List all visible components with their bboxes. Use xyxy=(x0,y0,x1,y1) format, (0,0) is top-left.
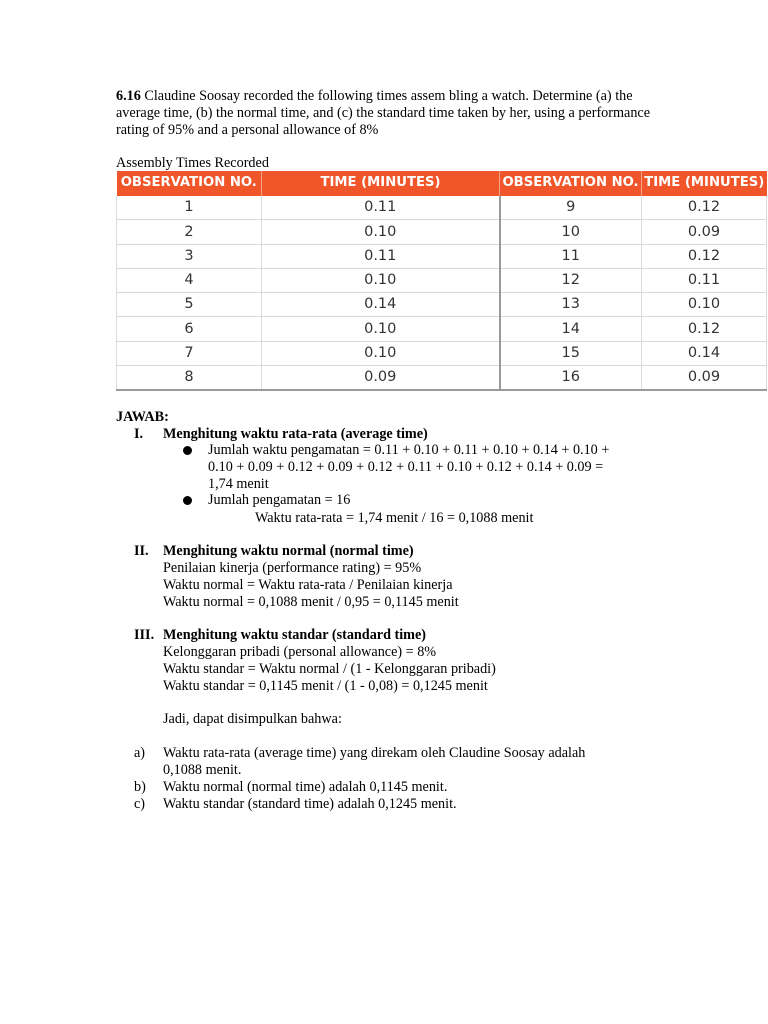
table-row xyxy=(117,196,767,220)
table-cell: 7 xyxy=(117,341,262,365)
table-cell: 8 xyxy=(117,366,262,391)
section-3-number: III. xyxy=(134,627,155,643)
section-1-number: I. xyxy=(134,426,144,442)
table-caption: Assembly Times Recorded xyxy=(116,155,269,171)
table-cell: 0.14 xyxy=(262,293,500,317)
header-time-minutes: TIME (MINUTES) xyxy=(262,171,500,196)
answer-heading: JAWAB: xyxy=(116,409,169,425)
table-cell: 12 xyxy=(500,268,642,292)
sum-line-3: 1,74 menit xyxy=(208,476,269,492)
assembly-times-table xyxy=(116,171,767,391)
header-time-minutes: TIME (MINUTES) xyxy=(642,171,767,196)
table-row xyxy=(117,317,767,341)
table-cell: 9 xyxy=(500,196,642,220)
performance-rating-line: Penilaian kinerja (performance rating) = 95% xyxy=(163,560,422,576)
item-b-line: Waktu normal (normal time) adalah 0,1145 menit. xyxy=(163,779,448,795)
table-cell: 0.10 xyxy=(642,293,767,317)
table-row xyxy=(117,220,767,244)
section-2-number: II. xyxy=(134,543,149,559)
table-cell: 0.10 xyxy=(262,341,500,365)
table-cell: 16 xyxy=(500,366,642,391)
sum-line-2: 0.10 + 0.09 + 0.12 + 0.09 + 0.12 + 0.11 + 0.10 + 0.12 + 0.14 + 0.09 = xyxy=(208,459,604,475)
allowance-line: Kelonggaran pribadi (personal allowance) = 8% xyxy=(163,644,437,660)
table-cell: 0.10 xyxy=(262,268,500,292)
conclusion-intro: Jadi, dapat disimpulkan bahwa: xyxy=(163,711,342,727)
table-cell: 0.11 xyxy=(262,196,500,220)
standard-result-line: Waktu standar = 0,1145 menit / (1 - 0,08) = 0,1245 menit xyxy=(163,678,488,694)
item-a-line-1: Waktu rata-rata (average time) yang direkam oleh Claudine Soosay adalah xyxy=(163,745,586,761)
table-cell: 10 xyxy=(500,220,642,244)
section-3-title: Menghitung waktu standar (standard time) xyxy=(163,627,427,643)
sum-line-1: Jumlah waktu pengamatan = 0.11 + 0.10 + 0.11 + 0.10 + 0.14 + 0.10 + xyxy=(208,442,610,458)
problem-number: 6.16 xyxy=(116,88,141,104)
table-cell: 15 xyxy=(500,341,642,365)
header-observation-no: OBSERVATION NO. xyxy=(117,171,262,196)
table-row xyxy=(117,268,767,292)
problem-statement xyxy=(116,88,656,138)
table-cell: 0.12 xyxy=(642,317,767,341)
item-a-line-2: 0,1088 menit. xyxy=(163,762,242,778)
table-cell: 0.10 xyxy=(262,220,500,244)
table-cell: 0.11 xyxy=(262,244,500,268)
table-cell: 4 xyxy=(117,268,262,292)
table-cell: 13 xyxy=(500,293,642,317)
table-cell: 0.11 xyxy=(642,268,767,292)
table-row xyxy=(117,244,767,268)
table-cell: 0.09 xyxy=(642,220,767,244)
table-row xyxy=(117,366,767,391)
normal-result-line: Waktu normal = 0,1088 menit / 0,95 = 0,1145 menit xyxy=(163,594,459,610)
problem-text: Claudine Soosay recorded the following times assem bling a watch. Determine (a) the average time, (b) the normal time, and (c) the standard time taken by her, using a performance rating of 95% and a personal allowance of 8% xyxy=(116,88,651,138)
standard-formula-line: Waktu standar = Waktu normal / (1 - Kelonggaran pribadi) xyxy=(163,661,496,677)
item-a-label: a) xyxy=(134,745,146,761)
table-row xyxy=(117,341,767,365)
table-cell: 0.09 xyxy=(642,366,767,391)
item-b-label: b) xyxy=(134,779,146,795)
average-result: Waktu rata-rata = 1,74 menit / 16 = 0,1088 menit xyxy=(255,510,534,526)
header-observation-no: OBSERVATION NO. xyxy=(500,171,642,196)
table-cell: 3 xyxy=(117,244,262,268)
count-line: Jumlah pengamatan = 16 xyxy=(208,492,351,508)
table-row xyxy=(117,293,767,317)
table-cell: 0.09 xyxy=(262,366,500,391)
table-cell: 0.14 xyxy=(642,341,767,365)
bullet-icon xyxy=(183,496,192,505)
bullet-icon xyxy=(183,446,192,455)
table-cell: 2 xyxy=(117,220,262,244)
item-c-label: c) xyxy=(134,796,146,812)
section-2-title: Menghitung waktu normal (normal time) xyxy=(163,543,414,559)
normal-formula-line: Waktu normal = Waktu rata-rata / Penilaian kinerja xyxy=(163,577,453,593)
table-cell: 1 xyxy=(117,196,262,220)
section-1-title: Menghitung waktu rata-rata (average time) xyxy=(163,426,428,442)
table-cell: 0.12 xyxy=(642,244,767,268)
table-cell: 14 xyxy=(500,317,642,341)
table-header-row xyxy=(117,171,767,196)
item-c-line: Waktu standar (standard time) adalah 0,1245 menit. xyxy=(163,796,457,812)
table-cell: 0.12 xyxy=(642,196,767,220)
table-cell: 5 xyxy=(117,293,262,317)
table-cell: 11 xyxy=(500,244,642,268)
table-cell: 0.10 xyxy=(262,317,500,341)
table-cell: 6 xyxy=(117,317,262,341)
